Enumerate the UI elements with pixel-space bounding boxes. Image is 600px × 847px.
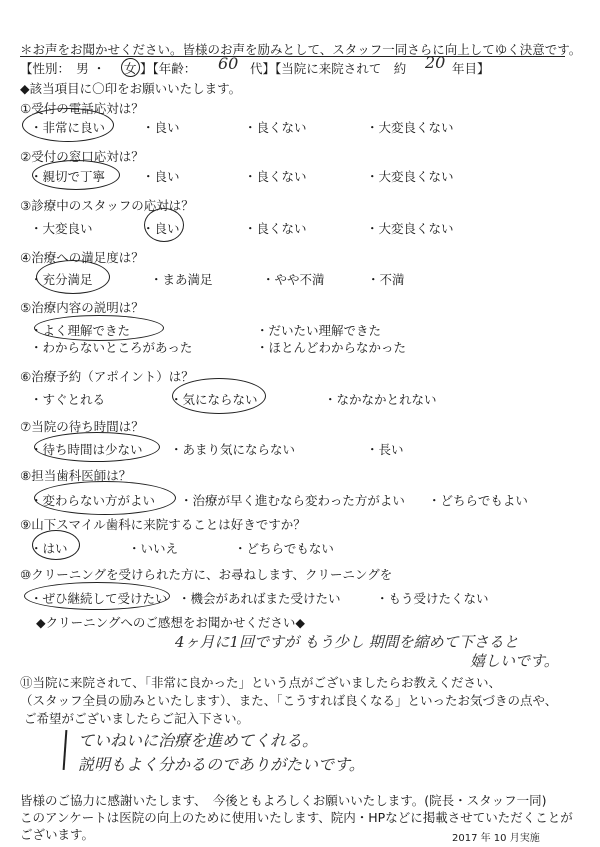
q9-option-1[interactable]: ・はい	[30, 541, 68, 556]
q2-option-2[interactable]: ・良い	[142, 169, 180, 184]
q10-selection-circle	[24, 582, 170, 610]
gender-selected: 女	[124, 61, 137, 76]
profile-age-label: 】【年齢：	[140, 61, 197, 76]
q10-label: ⑩クリーニングを受けられた方に、お尋ねします、クリーニングを	[20, 567, 393, 582]
q1-option-2[interactable]: ・良い	[142, 120, 180, 135]
handwritten-bracket-mark	[63, 730, 67, 770]
age-handwritten: 60	[218, 54, 239, 73]
q9-selection-circle	[32, 530, 80, 560]
q11-answer-line-1: ていねいに治療を進めてくれる。	[78, 731, 319, 750]
footer-thanks: 皆様のご協力に感謝いたします、 今後ともよろしくお願いいたします。(院長・スタッフ一同)	[20, 793, 547, 808]
q11-line-3: ご希望がございましたらご記入下さい。	[24, 711, 250, 726]
q3-option-2[interactable]: ・良い	[142, 221, 180, 236]
q3-option-1[interactable]: ・大変良い	[30, 221, 93, 236]
cleaning-comment-label: ◆クリーニングへのご感想をお聞かせください◆	[36, 615, 305, 630]
q5-option-3[interactable]: ・わからないところがあった	[30, 340, 193, 355]
q1-selection-circle	[22, 108, 114, 142]
profile-gender-label: 【性別： 男 ・	[20, 61, 106, 76]
q11-line-2: （スタッフ全員の励みといたします）、また、「こうすれば良くなる」といったお気づきの点や、	[20, 693, 558, 708]
q2-selection-circle	[32, 160, 120, 190]
q9-option-3[interactable]: ・どちらでもない	[234, 541, 334, 556]
q1-label: ①受付の電話応対は？	[20, 101, 144, 116]
q4-selection-circle	[36, 260, 110, 294]
q2-option-4[interactable]: ・大変良くない	[366, 169, 454, 184]
q3-option-3[interactable]: ・良くない	[244, 221, 307, 236]
q6-option-1[interactable]: ・すぐとれる	[30, 392, 106, 407]
q5-label: ⑤治療内容の説明は？	[20, 300, 144, 315]
footer-note-line-2: ございます。	[20, 827, 95, 842]
gender-circle-mark	[121, 58, 140, 77]
q10-option-2[interactable]: ・機会があればまた受けたい	[178, 591, 341, 606]
footer-note-line-1: このアンケートは医院の向上のために使用いたします、院内・HPなどに掲載させていただくことが	[20, 810, 573, 825]
q4-option-4[interactable]: ・不満	[367, 272, 405, 287]
cleaning-comment-line-2: 嬉しいです。	[470, 652, 559, 670]
q2-option-3[interactable]: ・良くない	[244, 169, 307, 184]
q3-label: ③診療中のスタッフの応対は？	[20, 198, 194, 213]
instruction: ◆該当項目に〇印をお願いいたします。	[20, 81, 242, 96]
cleaning-comment-line-1: 4ヶ月に1回ですが もう少し 期間を縮めて下さると	[175, 633, 519, 651]
profile-years-unit: 年目】	[452, 61, 490, 76]
q8-option-2[interactable]: ・治療が早く進むなら変わった方がよい	[180, 493, 405, 508]
survey-intro: ＊お声をお聞かせください。皆様のお声を励みとして、スタッフ一同さらに向上してゆく決意です。	[20, 42, 582, 57]
survey-date: 2017 年 10 月実施	[452, 833, 540, 844]
q3-option-4[interactable]: ・大変良くない	[366, 221, 454, 236]
q7-label: ⑦当院の待ち時間は？	[20, 419, 144, 434]
q7-option-3[interactable]: ・長い	[366, 442, 404, 457]
q8-option-1[interactable]: ・変わらない方がよい	[30, 493, 156, 508]
q7-option-2[interactable]: ・あまり気にならない	[170, 442, 296, 457]
q6-selection-circle	[172, 378, 266, 414]
q1-option-1[interactable]: ・非常に良い	[30, 120, 106, 135]
q6-option-2[interactable]: ・気にならない	[170, 392, 258, 407]
q8-selection-circle	[34, 481, 176, 515]
q6-option-3[interactable]: ・なかなかとれない	[324, 392, 437, 407]
q4-label: ④治療への満足度は？	[20, 250, 144, 265]
q3-selection-circle	[144, 208, 184, 242]
q2-option-1[interactable]: ・親切で丁寧	[30, 169, 106, 184]
q4-option-1[interactable]: ・充分満足	[30, 272, 93, 287]
q2-label: ②受付の窓口応対は？	[20, 149, 144, 164]
q5-selection-circle	[34, 315, 164, 341]
q5-option-4[interactable]: ・ほとんどわからなかった	[256, 340, 407, 355]
q9-label: ⑨山下スマイル歯科に来院することは好きですか？	[20, 517, 306, 532]
q7-selection-circle	[34, 432, 160, 462]
q4-option-3[interactable]: ・やや不満	[262, 272, 325, 287]
q5-option-1[interactable]: ・よく理解できた	[30, 323, 131, 338]
q10-option-1[interactable]: ・ぜひ継続して受けたい	[30, 591, 168, 606]
q11-line-1: ⑪当院に来院されて、「非常に良かった」という点がございましたらお教えください、	[20, 675, 502, 690]
profile-years-label: 代】【当院に来院されて 約	[250, 61, 407, 76]
q6-label: ⑥治療予約（アポイント）は？	[20, 369, 194, 384]
q8-option-3[interactable]: ・どちらでもよい	[428, 493, 528, 508]
q9-option-2[interactable]: ・いいえ	[128, 541, 179, 556]
years-handwritten: 20	[425, 53, 446, 72]
q11-answer-line-2: 説明もよく分かるのでありがたいです。	[78, 755, 365, 774]
q4-option-2[interactable]: ・まあ満足	[150, 272, 213, 287]
q10-option-3[interactable]: ・もう受けたくない	[376, 591, 489, 606]
q7-option-1[interactable]: ・待ち時間は少ない	[30, 442, 143, 457]
q5-option-2[interactable]: ・だいたい理解できた	[256, 323, 382, 338]
q1-option-4[interactable]: ・大変良くない	[366, 120, 454, 135]
q8-label: ⑧担当歯科医師は？	[20, 468, 132, 483]
q1-option-3[interactable]: ・良くない	[244, 120, 307, 135]
